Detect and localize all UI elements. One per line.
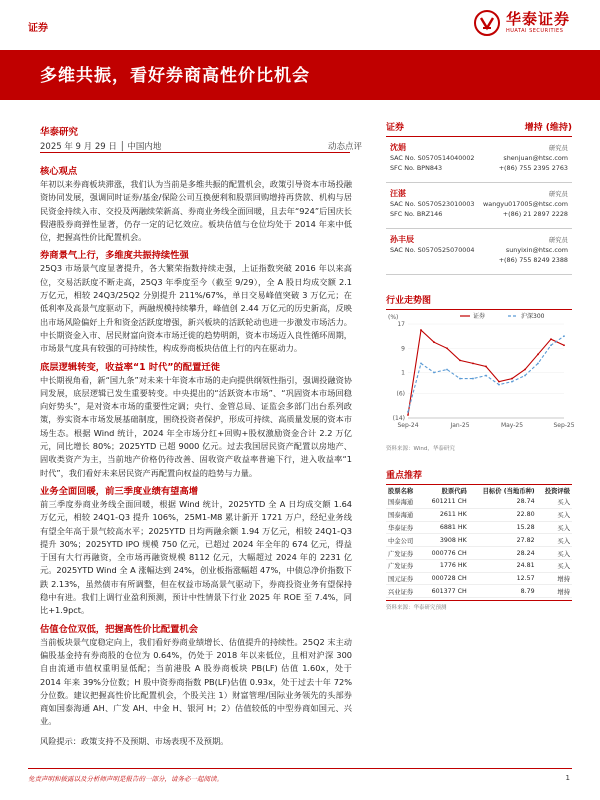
- meta-divider: [40, 152, 350, 153]
- rating-value: 增持 (维持): [524, 123, 572, 133]
- table-row: [386, 508, 572, 521]
- target-price-cell: 28.24: [469, 547, 537, 560]
- target-price-cell: 24.81: [469, 559, 537, 572]
- table-row: [386, 559, 572, 572]
- header-target-price: 目标价 (当地币种): [482, 488, 535, 495]
- data-point: [420, 363, 422, 365]
- analyst-phone: +(86) 755 2395 2763: [498, 164, 568, 172]
- table-row: [386, 534, 572, 547]
- data-point: [446, 369, 448, 371]
- data-point: [537, 353, 539, 355]
- section-heading: 估值仓位双低，把握高性价比配置机会: [40, 623, 199, 635]
- section-body: 前三季度券商业务线全面回暖，根据 Wind 统计，2025YTD 全 A 日均成交额 1.64 万亿元，相较 24Q1-Q3 提升 106%，25M1-M8 累计新开 1721 万户，经纪业务线有望全年高于景气较高水平；2025YTD 日均两融余额 1.94 万亿元，相较 24Q1-Q3 提升 30%；2025YTD IPO 规模 750 亿元，已超过 2024 年全年的 674 亿元，得益于国有大行再融资，全市场再融资规模 8112 亿元，大幅超过 2024 年的 2231 亿元。2025YTD Wind 全 A 涨幅达到 24%，创业板指涨幅超 47%，中债总净价指数下跌 2.13%，虽然债市有所调整，但在权益市场高景气驱动下，券商投资业务有望保持稳中有进。我们上调行业盈利预测，预计中性情景下行业 2025 年 ROE 至 7.4%，同比+1.9pct。: [40, 498, 352, 616]
- stock-code-cell: 6881 HK: [421, 521, 468, 534]
- stock-code-cell: 2611 HK: [421, 508, 468, 521]
- data-point: [550, 338, 552, 340]
- x-tick-label: Sep-25: [553, 422, 575, 429]
- stock-name-cell: 广发证券: [386, 547, 421, 560]
- target-price-cell: 28.74: [469, 496, 537, 508]
- data-point: [459, 378, 461, 380]
- target-price-cell: 27.82: [469, 534, 537, 547]
- table-row: [386, 572, 572, 585]
- table-row: [386, 521, 572, 534]
- data-point: [472, 363, 474, 365]
- section-heading: 核心观点: [40, 166, 78, 177]
- data-point: [511, 381, 513, 383]
- risk-warning: 风险提示：政策支持不及预期、市场表现不及预期。: [40, 735, 229, 746]
- legend-label: 沪深300: [521, 313, 545, 320]
- y-tick-label: 1: [401, 369, 405, 377]
- analyst-role: 研究员: [548, 236, 568, 244]
- data-point: [498, 381, 500, 383]
- analyst-email[interactable]: shenjuan@htsc.com: [503, 154, 568, 162]
- data-point: [485, 375, 487, 377]
- stocks-table-body: [386, 496, 572, 598]
- rating-cell: 买入: [537, 496, 572, 508]
- logo-name-en: HUATAI SECURITIES: [505, 28, 564, 34]
- stock-name-cell: 兴业证券: [386, 585, 421, 598]
- analyst-card: [386, 229, 572, 275]
- table-header-row: [386, 485, 572, 496]
- data-point: [498, 384, 500, 386]
- rating-cell: 买入: [537, 547, 572, 560]
- rating-cell: 买入: [537, 521, 572, 534]
- analyst-email[interactable]: sunyixin@htsc.com: [505, 246, 568, 254]
- y-tick-label: (6): [396, 390, 405, 398]
- section-body: 年初以来券商板块滞涨，我们认为当前是多维共振的配置机会，政策引导资本市场投融资协同发展，强调同时证券/基金/保险公司互换便利和股票回购增持再贷款、机构与居民资金持续入市、交投及两融续荣新高、券商业务线全面回暖，且去年“924”后国庆长假港股券商弹性显著，仍存一定的记忆效应。板块估值与仓位均处于 2014 年来中低位，把握高性价比配置机会。: [40, 179, 352, 243]
- section-body: 当前板块景气度稳定向上，我们看好券商业绩增长、估值提升的持续性。25Q2 末主动偏股基金持有券商股的仓位为 0.64%，仍处于 2018 年以来低位，且相对沪深 300 自由流通市值权重明显低配；当前港股 A 股券商板块 PB(LF) 估值 1.60x，处于 2014 年来 39%分位数；H 股中资券商指数 PB(LF)估值 0.93x，处于过去十年 72%分位数。建议把握高性价比配置机会，个股关注 1）财富管理/国际业务领先的头部券商如国泰海通 AH、广发 AH、中金 H、银河 H；2）估值较低的中型券商如国元、兴业。: [40, 636, 352, 727]
- stocks-title: 重点推荐: [386, 468, 572, 485]
- stock-name-cell: 国泰海通: [386, 496, 421, 508]
- data-point: [459, 359, 461, 361]
- data-point: [537, 363, 539, 365]
- stock-code-cell: 601211 CH: [421, 496, 468, 508]
- stocks-source: 资料来源：华泰研究预测: [386, 600, 572, 611]
- stock-code-cell: 000728 CH: [421, 572, 468, 585]
- stock-name-cell: 广发证券: [386, 559, 421, 572]
- analyst-name: 孙丰辰: [390, 235, 414, 244]
- rating-cell: 增持: [537, 585, 572, 598]
- rating-cell: 增持: [537, 572, 572, 585]
- footer-divider: [28, 768, 572, 769]
- target-price-cell: 8.79: [469, 585, 537, 598]
- analyst-email[interactable]: wangyu017005@htsc.com: [483, 200, 568, 208]
- stock-name-cell: 华泰证券: [386, 521, 421, 534]
- analyst-card: [386, 137, 572, 183]
- industry-name: 证券: [386, 123, 405, 133]
- title-banner: [0, 50, 600, 100]
- section-body: 中长期视角看，新“国九条”对未来十年资本市场的走向提供纲领性指引，强调投融资协同发展，底层逻辑已发生重要转变。中央提出的“活跃资本市场”、“巩固资本市场回稳向好势头”，是对资本市场的重要性定调；央行、金管总局、证监会多部门出台系列政策，券实资本市场发展基础制度，围绕投资者保护，形成可持续、高质量发展的资本市场生态。根据 Wind 统计，2024 年全市场分红+回购+股权激励资金合计 2.2 万亿元，同比增长 80%；2025YTD 已超 9000 亿元。过去我国居民资产配置以房地产、固收类资产为主，当前地产价格仍待改善、固收资产收益率普遍下行，进入收益率“1 时代”，我们看好未来居民资产再配置向权益的趋势与力量。: [40, 374, 352, 478]
- data-point: [407, 411, 409, 413]
- analyst-name: 沈娟: [390, 143, 406, 152]
- x-tick-label: May-25: [500, 422, 524, 429]
- header-stock-name: 股票名称: [388, 488, 414, 495]
- stock-code-cell: 1776 HK: [421, 559, 468, 572]
- data-point: [433, 341, 435, 343]
- report-date: 2025 年 9 月 29 日 │ 中国内地: [40, 142, 162, 152]
- data-point: [524, 375, 526, 377]
- analyst-sfc: SFC No. BPN843: [390, 164, 443, 172]
- report-title: 多维共振，看好券商高性价比机会: [40, 66, 310, 86]
- legend-label: 证券: [473, 313, 486, 320]
- target-price-cell: 15.28: [469, 521, 537, 534]
- data-point: [485, 366, 487, 368]
- page-header: [0, 0, 600, 52]
- recommended-stocks-table: [386, 485, 572, 598]
- y-tick-label: 9: [401, 345, 405, 353]
- stock-name-cell: 国泰海通: [386, 508, 421, 521]
- data-point: [524, 369, 526, 371]
- analyst-phone: +(86) 755 8249 2388: [498, 256, 568, 264]
- huatai-logo-icon: [474, 10, 500, 36]
- analyst-sac: SAC No. S0570514040002: [390, 154, 475, 162]
- chart-title: 行业走势图: [386, 293, 572, 310]
- y-tick-label: (14): [392, 415, 405, 422]
- chart-source: 资料来源：Wind，华泰研究: [386, 446, 455, 452]
- data-point: [550, 344, 552, 346]
- data-point: [511, 378, 513, 380]
- x-tick-label: Sep-24: [397, 422, 419, 429]
- company-logo: [474, 10, 570, 36]
- rating-cell: 买入: [537, 559, 572, 572]
- analyst-sac: SAC No. S0570525070004: [390, 246, 475, 254]
- research-org: 华泰研究: [40, 127, 79, 138]
- analyst-name: 汪湛: [390, 189, 406, 198]
- chart-svg: [386, 310, 575, 442]
- stock-code-cell: 000776 CH: [421, 547, 468, 560]
- y-tick-label: 17: [397, 321, 405, 328]
- stock-code-cell: 601377 CH: [421, 585, 468, 598]
- rating-row: [386, 120, 572, 137]
- rating-cell: 买入: [537, 508, 572, 521]
- analyst-role: 研究员: [548, 190, 568, 198]
- x-tick-label: Jan-25: [450, 422, 470, 429]
- table-row: [386, 496, 572, 508]
- y-axis-unit: (%): [388, 314, 399, 321]
- stock-code-cell: 3908 HK: [421, 534, 468, 547]
- logo-name-cn: 华泰证券: [505, 10, 570, 28]
- header-stock-code: 股票代码: [441, 488, 467, 495]
- header-rating: 投资评级: [544, 488, 570, 495]
- analyst-sfc: SFC No. BRZ146: [390, 210, 443, 218]
- target-price-cell: 22.80: [469, 508, 537, 521]
- page-number: 1: [565, 774, 570, 782]
- sidebar-column: [386, 120, 575, 612]
- stock-name-cell: 国元证券: [386, 572, 421, 585]
- data-point: [420, 329, 422, 331]
- data-point: [446, 347, 448, 349]
- analyst-phone: +(86) 21 2897 2228: [502, 210, 568, 218]
- stock-name-cell: 中金公司: [386, 534, 421, 547]
- target-price-cell: 12.57: [469, 572, 537, 585]
- main-text-column: [40, 160, 352, 748]
- rating-cell: 买入: [537, 534, 572, 547]
- series-line-1: [408, 336, 564, 412]
- section-heading: 底层逻辑转变，收益率“1 时代”的配置迁徙: [40, 361, 220, 373]
- section-body: 25Q3 市场景气度显著提升，各大繁荣指数持续走强，上证指数突破 2016 年以来高位，交易活跃度不断走高，25Q3 年季度至今（截至 9/29），全 A 股日均成交额 2.1 万亿元，相较 24Q3/25Q2 分别提升 211%/67%，单日交易峰值突破 3 万亿元；在低利率及高景气度驱动下，两融规模持续攀升，峰值创 2.44 万亿元的历史新高，反映出市场风险偏好上升和资金活跃度增强，新兴板块的活跃轮动也进一步激发市场活力。中长期资金入市、居民财富向资本市场迁徙的趋势明朗，资本市场迈入良性循环周期，市场景气度具有较强的可持续性，构成券商板块估值上行的内在驱动力。: [40, 263, 352, 354]
- data-point: [433, 372, 435, 374]
- industry-trend-chart: [386, 310, 575, 442]
- disclaimer: 免责声明和披露以及分析师声明是报告的一部分，请务必一起阅读。: [28, 775, 223, 783]
- data-point: [563, 344, 565, 346]
- data-point: [563, 335, 565, 337]
- analyst-role: 研究员: [548, 144, 568, 152]
- data-point: [407, 414, 409, 416]
- section-heading: 券商景气上行，多维度共振持续性强: [40, 250, 189, 262]
- section-tag: 证券: [28, 23, 48, 34]
- data-point: [472, 378, 474, 380]
- section-heading: 业务全面回暖，前三季度业绩有望高增: [40, 485, 199, 497]
- table-row: [386, 547, 572, 560]
- analyst-card: [386, 183, 572, 229]
- report-type: 动态点评: [328, 142, 363, 152]
- analyst-sac: SAC No. S0570523010003: [390, 200, 475, 208]
- table-row: [386, 585, 572, 598]
